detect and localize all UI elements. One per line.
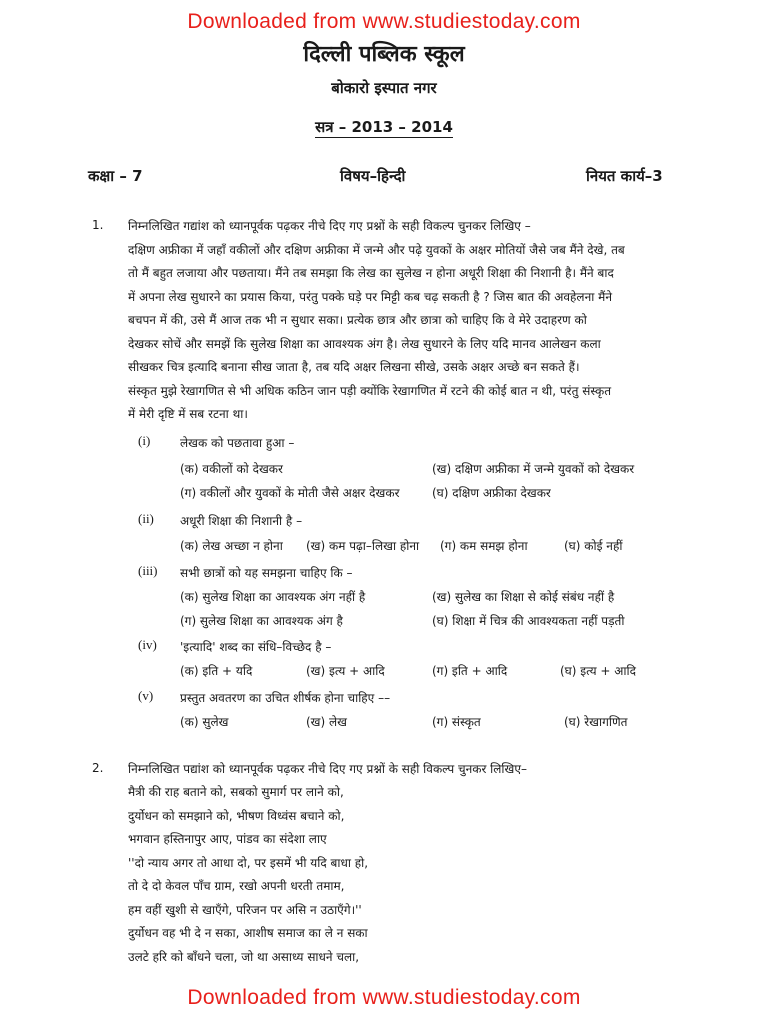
q1-line: में मेरी दृष्टि में सब रटना था। (128, 407, 248, 421)
option: (ख) कम पढ़ा–लिखा होना (306, 539, 420, 553)
option: (ग) वकीलों और युवकों के मोती जैसे अक्षर देखकर (180, 486, 400, 500)
q2-poem-line: उलटे हरि को बाँधने चला, जो था असाध्य साधने चला, (128, 950, 360, 964)
download-banner-top: Downloaded from www.studiestoday.com (187, 10, 581, 33)
subquestion-text: लेखक को पछतावा हुआ – (180, 436, 295, 450)
option: (क) सुलेख (180, 715, 229, 729)
subquestion-text: सभी छात्रों को यह समझना चाहिए कि – (180, 566, 353, 580)
city-name: बोकारो इस्पात नगर (331, 79, 437, 97)
q1-line: निम्नलिखित गद्यांश को ध्यानपूर्वक पढ़कर नीचे दिए गए प्रश्नों के सही विकल्प चुनकर लिखिए – (128, 219, 531, 233)
q2-poem-line: ''दो न्याय अगर तो आधा दो, पर इसमें भी यदि बाधा हो, (128, 856, 369, 870)
q2-poem-line: मैत्री की राह बताने को, सबको सुमार्ग पर लाने को, (128, 785, 344, 799)
subject-label: विषय–हिन्दी (340, 167, 406, 185)
q1-line: सीखकर चित्र इत्यादि बनाना सीख जाता है, तब यदि अक्षर लिखना सीखे, उसके अक्षर अच्छे बन सकते हैं। (128, 360, 580, 374)
q1-line: बचपन में की, उसे मैं आज तक भी न सुधार सका। प्रत्येक छात्र और छात्रा को चाहिए कि वे मेरे उदाहरण को (128, 313, 587, 327)
q2-poem-line: तो दे दो केवल पाँच ग्राम, रखो अपनी धरती तमाम, (128, 879, 345, 893)
option: (घ) रेखागणित (564, 715, 628, 729)
option: (घ) कोई नहीं (564, 539, 623, 553)
q2-line: निम्नलिखित पद्यांश को ध्यानपूर्वक पढ़कर नीचे दिए गए प्रश्नों के सही विकल्प चुनकर लिखिए– (128, 762, 527, 776)
download-banner-bottom: Downloaded from www.studiestoday.com (187, 986, 581, 1009)
school-name: दिल्ली पब्लिक स्कूल (303, 42, 465, 67)
q1-line: संस्कृत मुझे रेखागणित से भी अधिक कठिन जान पड़ी क्योंकि रेखागणित में रटने की कोई बात न थी, परंतु संस्कृत (128, 384, 612, 398)
option: (क) इति + यदि (180, 664, 253, 678)
option: (ग) संस्कृत (432, 715, 481, 729)
class-label: कक्षा – 7 (88, 167, 143, 185)
option: (ग) इति + आदि (432, 664, 508, 678)
subquestion-number: (ii) (138, 511, 154, 526)
option: (ख) इत्य + आदि (306, 664, 385, 678)
q2-poem-line: हम वहीं खुशी से खाएँगे, परिजन पर असि न उठाएँगे।'' (128, 903, 362, 917)
q1-line: दक्षिण अफ्रीका में जहाँ वकीलों और दक्षिण अफ्रीका में जन्मे और पढ़े युवकों के अक्षर मोतियों जैसे जब मैंने देखे, तब (128, 243, 625, 257)
subquestion-number: (i) (138, 433, 151, 448)
subquestion-text: 'इत्यादि' शब्द का संधि–विच्छेद है – (180, 640, 332, 654)
option: (क) सुलेख शिक्षा का आवश्यक अंग नहीं है (180, 590, 366, 604)
subquestion-number: (iii) (138, 563, 158, 578)
q2-poem-line: दुर्योधन वह भी दे न सका, आशीष समाज का ले न सका (128, 926, 368, 940)
option: (घ) इत्य + आदि (560, 664, 637, 678)
option: (ख) लेख (306, 715, 347, 729)
q1-line: में अपना लेख सुधारने का प्रयास किया, परंतु पक्के घड़े पर मिट्टी कब चढ़ सकती है ? जिस बात की अवहेलना मैंने (128, 290, 612, 304)
option: (क) वकीलों को देखकर (180, 462, 283, 476)
subquestion-text: प्रस्तुत अवतरण का उचित शीर्षक होना चाहिए –– (180, 691, 391, 705)
q1-line: देखकर सोचें और समझें कि सुलेख शिक्षा का आवश्यक अंग है। लेख सुधारने के लिए यदि मानव आलेखन कला (128, 337, 601, 351)
q1-line: तो मैं बहुत लजाया और पछताया। मैंने तब समझा कि लेख का सुलेख न होना अधूरी शिक्षा की निशानी है। मैंने बाद (128, 266, 614, 280)
question-number: 1. (92, 218, 104, 232)
q2-poem-line: दुर्योधन को समझाने को, भीषण विध्वंस बचाने को, (128, 809, 345, 823)
session-title (0, 117, 768, 137)
option: (ख) दक्षिण अफ्रीका में जन्मे युवकों को देखकर (432, 462, 635, 476)
option: (घ) शिक्षा में चित्र की आवश्यकता नहीं पड़ती (432, 614, 625, 628)
option: (ग) कम समझ होना (440, 539, 528, 553)
option: (ग) सुलेख शिक्षा का आवश्यक अंग है (180, 614, 343, 628)
option: (घ) दक्षिण अफ्रीका देखकर (432, 486, 551, 500)
option: (क) लेख अच्छा न होना (180, 539, 283, 553)
subquestion-number: (iv) (138, 637, 157, 652)
subquestion-text: अधूरी शिक्षा की निशानी है – (180, 514, 303, 528)
session-text: सत्र – 2013 – 2014 (315, 118, 453, 136)
question-number: 2. (92, 761, 104, 775)
q2-poem-line: भगवान हस्तिनापुर आए, पांडव का संदेशा लाए (128, 832, 327, 846)
assignment-label: नियत कार्य–3 (586, 167, 663, 185)
subquestion-number: (v) (138, 688, 154, 703)
option: (ख) सुलेख का शिक्षा से कोई संबंध नहीं है (432, 590, 615, 604)
